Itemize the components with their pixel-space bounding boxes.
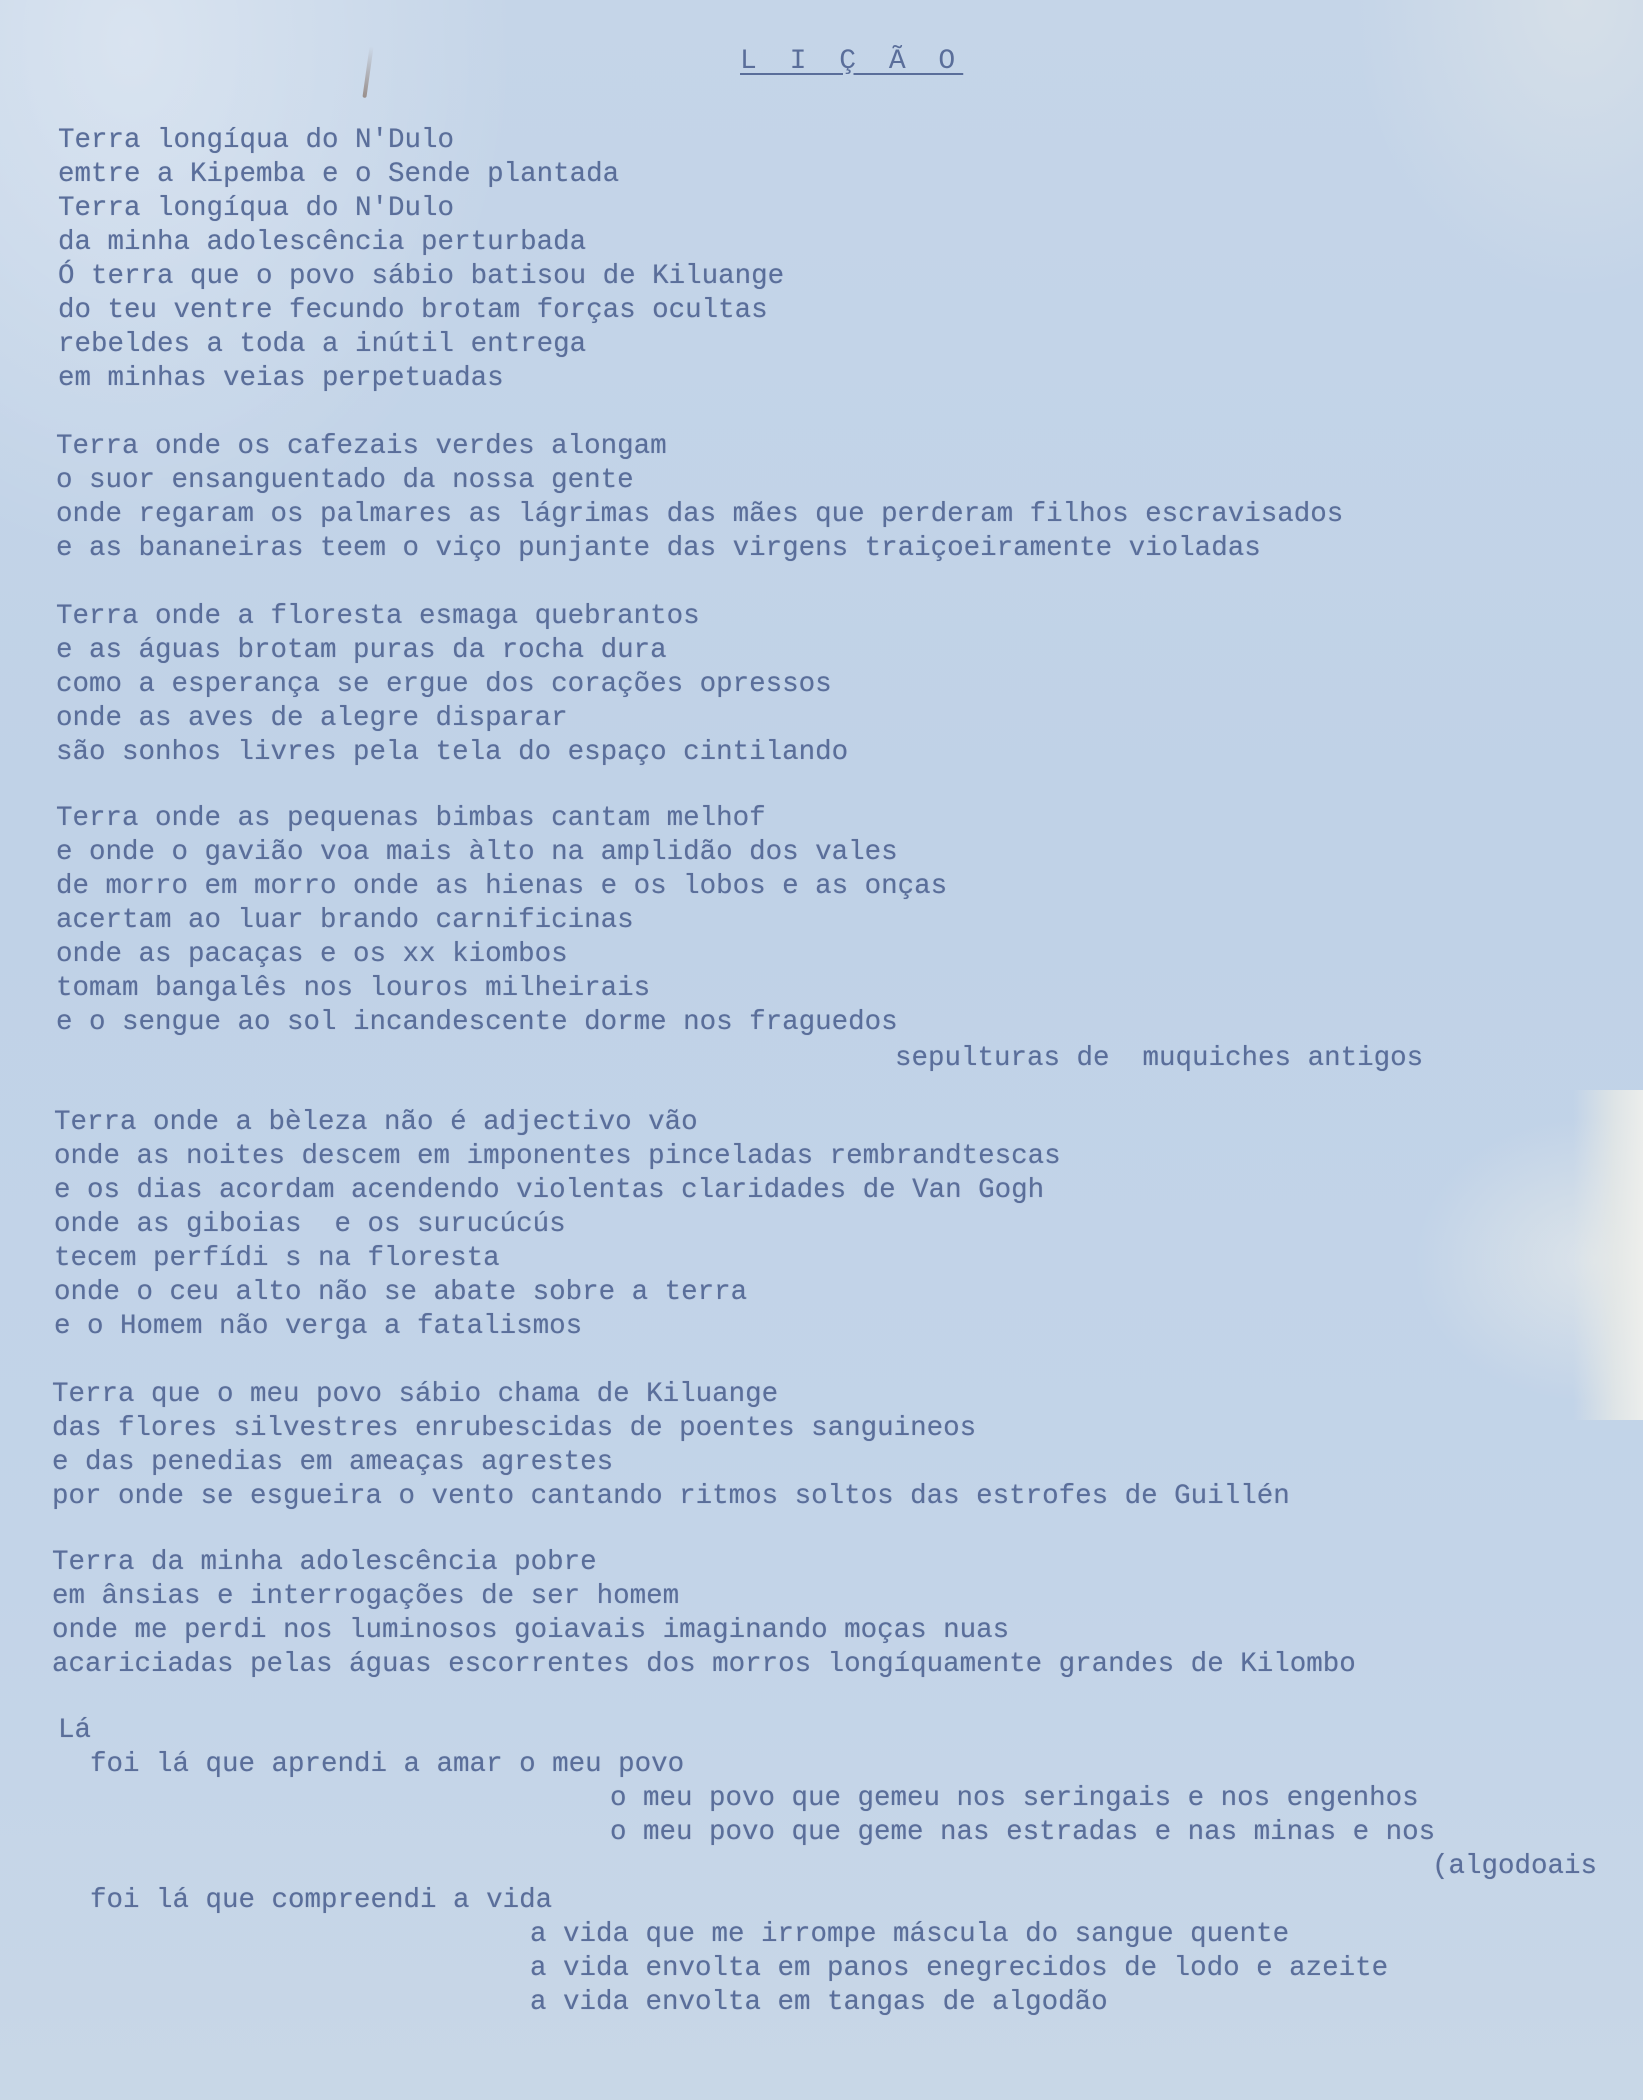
poem-line: Lá <box>58 1715 92 1746</box>
poem-line: Terra onde a floresta esmaga quebrantos <box>56 601 700 632</box>
poem-line: e os dias acordam acendendo violentas claridades de Van Gogh <box>54 1175 1045 1206</box>
poem-line: Terra longíqua do N'Dulo <box>58 193 455 224</box>
poem-line: tecem perfídi s na floresta <box>54 1243 500 1274</box>
poem-line: a vida envolta em tangas de algodão <box>530 1987 1108 2018</box>
poem-line: onde as giboias e os surucúcús <box>54 1209 566 1240</box>
poem-line: de morro em morro onde as hienas e os lobos e as onças <box>56 871 948 902</box>
poem-line: são sonhos livres pela tela do espaço cintilando <box>56 737 849 768</box>
poem-line: Terra da minha adolescência pobre <box>52 1547 597 1578</box>
poem-line: rebeldes a toda a inútil entrega <box>58 329 587 360</box>
poem-line: e das penedias em ameaças agrestes <box>52 1447 614 1478</box>
poem-line: como a esperança se ergue dos corações opressos <box>56 669 832 700</box>
poem-line: onde o ceu alto não se abate sobre a terra <box>54 1277 748 1308</box>
poem-line: onde as pacaças e os xx kiombos <box>56 939 568 970</box>
poem-line: sepulturas de muquiches antigos <box>895 1043 1424 1074</box>
poem-line: o meu povo que gemeu nos seringais e nos engenhos <box>610 1783 1419 1814</box>
poem-line: e onde o gavião voa mais àlto na amplidão dos vales <box>56 837 898 868</box>
poem-line: foi lá que aprendi a amar o meu povo <box>90 1749 685 1780</box>
poem-line: do teu ventre fecundo brotam forças ocultas <box>58 295 768 326</box>
poem-line: por onde se esgueira o vento cantando ritmos soltos das estrofes de Guillén <box>52 1481 1290 1512</box>
poem-line: acertam ao luar brando carnificinas <box>56 905 634 936</box>
poem-line: Terra que o meu povo sábio chama de Kiluange <box>52 1379 779 1410</box>
poem-line: o suor ensanguentado da nossa gente <box>56 465 634 496</box>
poem-line: tomam bangalês nos louros milheirais <box>56 973 651 1004</box>
poem-line: e o Homem não verga a fatalismos <box>54 1311 583 1342</box>
poem-line: onde as aves de alegre disparar <box>56 703 568 734</box>
poem-line: Terra onde as pequenas bimbas cantam melhof <box>56 803 766 834</box>
poem-line: (algodoais <box>1432 1851 1598 1882</box>
poem-line: foi lá que compreendi a vida <box>90 1885 553 1916</box>
poem-line: e o sengue ao sol incandescente dorme nos fraguedos <box>56 1007 898 1038</box>
poem-line: em minhas veias perpetuadas <box>58 363 504 394</box>
poem-title: L I Ç Ã O <box>740 46 964 77</box>
poem-line: e as águas brotam puras da rocha dura <box>56 635 667 666</box>
poem-line: e as bananeiras teem o viço punjante das virgens traiçoeiramente violadas <box>56 533 1261 564</box>
poem-line: Terra onde os cafezais verdes alongam <box>56 431 667 462</box>
poem-line: da minha adolescência perturbada <box>58 227 587 258</box>
pencil-mark <box>362 46 373 98</box>
poem-line: acariciadas pelas águas escorrentes dos morros longíquamente grandes de Kilombo <box>52 1649 1356 1680</box>
poem-line: onde regaram os palmares as lágrimas das mães que perderam filhos escravisados <box>56 499 1344 530</box>
poem-line: o meu povo que geme nas estradas e nas minas e nos <box>610 1817 1436 1848</box>
poem-line: a vida que me irrompe máscula do sangue quente <box>530 1919 1290 1950</box>
poem-line: Terra longíqua do N'Dulo <box>58 125 455 156</box>
poem-line: onde as noites descem em imponentes pinceladas rembrandtescas <box>54 1141 1061 1172</box>
poem-line: das flores silvestres enrubescidas de poentes sanguineos <box>52 1413 977 1444</box>
poem-line: Terra onde a bèleza não é adjectivo vão <box>54 1107 698 1138</box>
poem-line: onde me perdi nos luminosos goiavais imaginando moças nuas <box>52 1615 1010 1646</box>
poem-line: emtre a Kipemba e o Sende plantada <box>58 159 620 190</box>
poem-line: a vida envolta em panos enegrecidos de lodo e azeite <box>530 1953 1389 1984</box>
poem-line: Ó terra que o povo sábio batisou de Kiluange <box>58 261 785 292</box>
poem-line: em ânsias e interrogações de ser homem <box>52 1581 680 1612</box>
